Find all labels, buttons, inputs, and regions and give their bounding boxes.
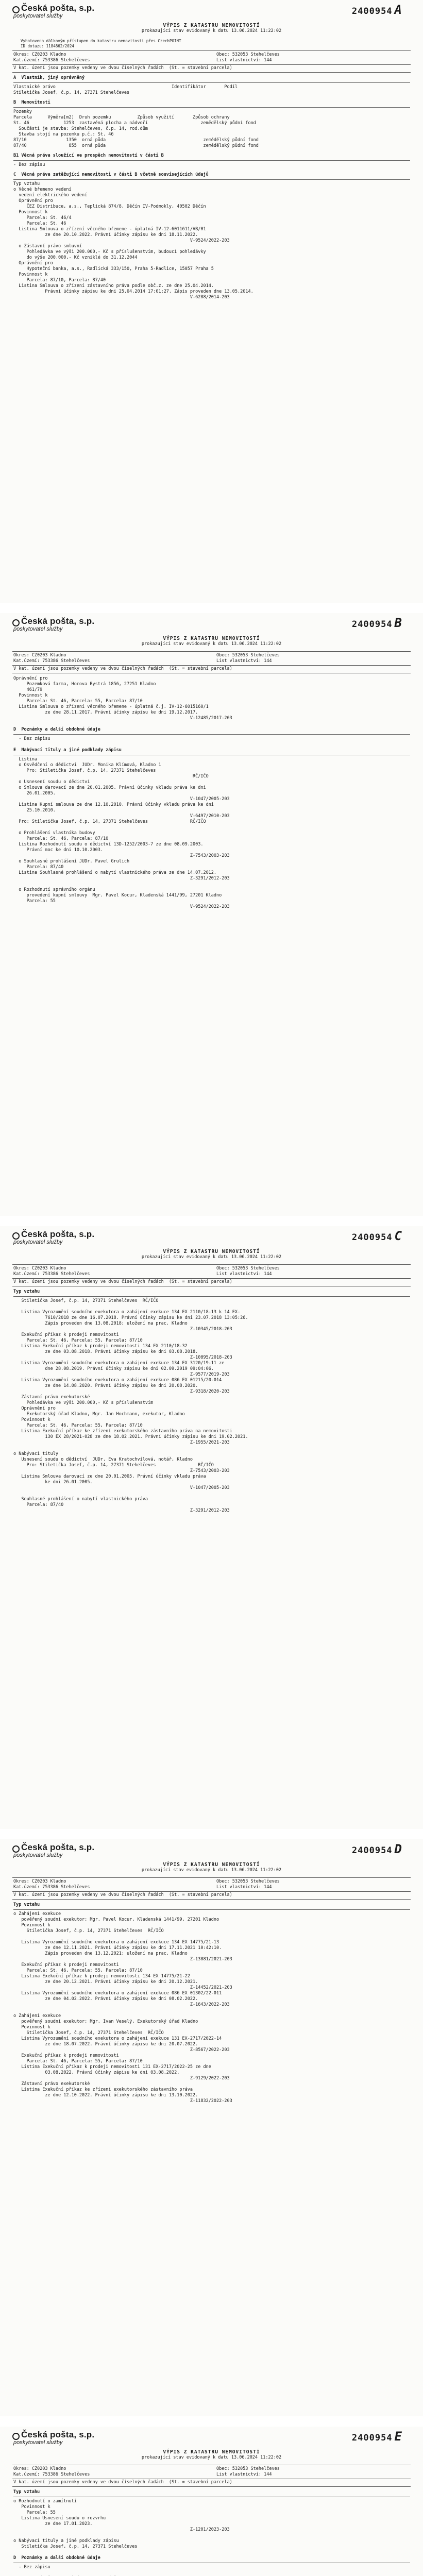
text-line: o Zahájení exekuce — [13, 2013, 61, 2019]
text-line: Parcela: 87/40 — [13, 865, 64, 870]
text-line: V-1047/2005-203 — [13, 796, 230, 802]
text-line: Stiletička Josef, č.p. 14, 27371 Stehelčeves RČ/IČO — [13, 1928, 164, 1934]
text-line: Zástavní právo exekutorské — [13, 2081, 90, 2087]
text-line: Listina Vyrozumění soudního exekutora o zahájení exekuce 086 EX 01215/20-014 — [13, 1378, 222, 1383]
text-line — [13, 742, 410, 748]
ceska-posta-logo: Česká pošta, s.p. poskytovatel služby — [13, 2430, 95, 2446]
text-line — [13, 2533, 410, 2538]
text-line: 87/40 855 orná půda zemědělský půdní fond — [13, 143, 259, 148]
text-line: Parcela Výměra[m2] Druh pozemku Způsob využití Způsob ochrany — [13, 115, 230, 120]
text-line: Parcela: St. 46, Parcela: 55, Parcela: 87/10 — [13, 1423, 143, 1428]
okres-label: Okres: CZ0203 Kladno — [13, 1266, 66, 1271]
ceska-posta-logo: Česká pošta, s.p. poskytovatel služby — [13, 1842, 95, 1858]
text-line: - Bez zápisu — [13, 162, 45, 167]
page-3-content — [13, 1289, 410, 1514]
posthorn-icon — [12, 1232, 20, 1240]
okres-label: Okres: CZ0203 Kladno — [13, 52, 66, 57]
document-title: VÝPIS Z KATASTRU NEMOVITOSTÍ prokazující stav evidovaný k datu 13.06.2024 11:22:02 — [141, 1249, 282, 1260]
text-line: Pro: Stiletička Josef, č.p. 14, 27371 Stehelčeves RČ/IČO — [13, 1463, 214, 1468]
document-page-3 — [0, 1226, 423, 1829]
divider — [13, 107, 410, 108]
lv-label: List vlastnictví: 144 — [216, 1885, 272, 1890]
text-line: 87/10 1350 orná půda zemědělský půdní fond — [13, 138, 259, 143]
text-line: V-6288/2014-203 — [13, 295, 230, 300]
section-heading: B Nemovitosti — [13, 100, 50, 105]
header-note: Vyhotoveno dálkovým přístupem do katastru nemovitostí přes CzechPOINT — [21, 39, 181, 43]
numbering-note: V kat. území jsou pozemky vedeny ve dvou číselných řadách (St. = stavební parcela) — [13, 65, 232, 71]
text-line: Oprávnění pro — [13, 1406, 56, 1411]
text-line: Listina Exekuční příkaz ke zřízení exekutorského zástavního práva — [13, 2087, 193, 2092]
text-line: o Zahájení exekuce — [13, 1911, 61, 1917]
document-title: VÝPIS Z KATASTRU NEMOVITOSTÍ prokazující stav evidovaný k datu 13.06.2024 11:22:02 — [141, 1862, 282, 1873]
ceska-posta-logo: Česká pošta, s.p. poskytovatel služby — [13, 1229, 95, 1245]
text-line: Povinnost k — [13, 1923, 50, 1928]
text-line: Parcela: St. 46, Parcela: 55, Parcela: 87/10 — [13, 1968, 143, 1973]
verification-number: 2400954 B — [351, 616, 402, 630]
text-line: Povinnost k — [13, 210, 48, 215]
divider — [13, 1296, 410, 1297]
ku-label: Kat.území: 753386 Stehelčeves — [13, 58, 90, 63]
text-line: Z-7543/2003-203 — [13, 853, 230, 858]
page-5-content — [13, 2489, 410, 2576]
posthorn-icon — [12, 1845, 20, 1853]
document-page-4 — [0, 1839, 423, 2416]
text-line — [13, 2008, 410, 2013]
text-line: Usnesení soudu o dědictví JUDr. Eva Kratochvílová, notář, Kladno — [13, 1457, 193, 1462]
text-line: Stiletička Josef, č.p. 14, 27371 Stehelčeves — [13, 2544, 138, 2549]
text-line: Listina Usnesení soudu o rozvrhu — [13, 2516, 106, 2521]
text-line: o Zástavní právo smluvní — [13, 244, 82, 249]
text-line: Zástavní právo exekutorské — [13, 1395, 90, 1400]
text-line: RČ/IČO — [13, 774, 209, 779]
text-line: Povinnost k — [13, 2504, 50, 2510]
text-line: Parcela: St. 46, Parcela: 55, Parcela: 87/10 — [13, 2059, 143, 2064]
text-line: 25.10.2010. — [13, 808, 56, 813]
divider — [13, 734, 410, 735]
text-line: ze dne 14.08.2020. Právní účinky zápisu ke dni 20.08.2020. — [13, 1383, 198, 1388]
text-line — [13, 1446, 410, 1451]
document-page-1 — [0, 0, 423, 603]
text-line: o Souhlasné prohlášení JUDr. Pavel Grulich — [13, 859, 130, 864]
text-line — [13, 1934, 410, 1940]
text-line: Listina Kupní smlouva ze dne 12.10.2010. Právní účinky vkladu práva ke dni — [13, 802, 214, 807]
text-line: V-9524/2022-203 — [13, 904, 230, 909]
text-line: Vlastnické právo Identifikátor Podíl — [13, 84, 238, 90]
text-line: vedení elektrického vedení — [13, 193, 88, 198]
divider — [13, 179, 410, 180]
text-line: Listina Vyrozumění soudního exekutora o zahájení exekuce 131 EX-2717/2022-14 — [13, 2036, 222, 2041]
text-line: o Prohlášení vlastníka budovy — [13, 831, 95, 836]
verification-number: 2400954 A — [351, 3, 402, 17]
divider — [13, 160, 410, 161]
text-line: Právní účinky zápisu ke dni 25.04.2014 17:01:27. Zápis proveden dne 13.05.2014. — [13, 289, 253, 294]
text-line: ze dne 12.11.2021. Právní účinky zápisu ke dni 17.11.2021 10:42:10. — [13, 1945, 222, 1951]
text-line: do výše 200.000,- Kč vzniklé do 31.12.2044 — [13, 255, 138, 260]
verification-number: 2400954 E — [351, 2429, 402, 2444]
text-line: Z-1643/2022-203 — [13, 2002, 230, 2007]
text-line: Listina Vyrozumění soudního exekutora o zahájení exekuce 086 EX 01302/22-011 — [13, 1991, 222, 1996]
numbering-note: V kat. území jsou pozemky vedeny ve dvou číselných řadách (St. = stavební parcela) — [13, 666, 232, 671]
text-line: Z-9129/2022-203 — [13, 2076, 230, 2081]
ceska-posta-logo: Česká pošta, s.p. poskytovatel služby — [13, 616, 95, 632]
text-line: ČEZ Distribuce, a.s., Teplická 874/8, Děčín IV-Podmokly, 40502 Děčín — [13, 204, 206, 209]
text-line: Parcela: St. 46, Parcela: 87/10 — [13, 836, 109, 841]
text-line: Pozemky — [13, 109, 32, 114]
text-line: Listina — [13, 757, 38, 762]
text-line — [13, 1304, 410, 1310]
text-line: Parcela: 55 — [13, 899, 56, 904]
section-heading: B1 Věcná práva sloužící ve prospěch nemovitostí v části B — [13, 153, 164, 158]
obec-label: Obec: 532053 Stehelčeves — [216, 52, 280, 57]
text-line: Z-3291/2012-203 — [13, 876, 230, 881]
text-line: ze dne 03.08.2018. Právní účinky zápisu ke dni 03.08.2018. — [13, 1349, 198, 1354]
text-line: Parcela: St. 46 — [13, 221, 66, 226]
text-line: Exekuční příkaz k prodeji nemovitosti — [13, 1332, 119, 1337]
text-line: Listina Smlouva o zřízení zástavního práva podle obč.z. ze dne 25.04.2014. — [13, 283, 214, 289]
text-line — [13, 2570, 410, 2576]
okres-label: Okres: CZ0203 Kladno — [13, 2466, 66, 2471]
text-line: Exekuční příkaz k prodeji nemovitosti — [13, 1962, 119, 1968]
text-line: 26.01.2005. — [13, 791, 56, 796]
lv-label: List vlastnictví: 144 — [216, 1272, 272, 1277]
page-2-content — [13, 676, 410, 910]
text-line: Listina Smlouva darovací ze dne 20.01.2005. Právní účinky vkladu práva — [13, 1474, 206, 1479]
text-line: Z-3291/2012-203 — [13, 1508, 230, 1513]
text-line: 03.08.2022. Právní účinky zápisu ke dni 03.08.2022. — [13, 2070, 180, 2075]
text-line: Povinnost k — [13, 693, 48, 698]
numbering-note: V kat. území jsou pozemky vedeny ve dvou číselných řadách (St. = stavební parcela) — [13, 2480, 232, 2485]
text-line: ke dni 26.01.2005. — [13, 1480, 93, 1485]
text-line: Stiletička Josef, č.p. 14, 27371 Stehelčeves — [13, 90, 130, 95]
text-line: Stavba stojí na pozemku p.č.: St. 46 — [13, 132, 114, 137]
obec-label: Obec: 532053 Stehelčeves — [216, 653, 280, 658]
text-line: Listina Exekuční příkaz k prodeji nemovitosti 131 EX-2717/2022-25 ze dne — [13, 2064, 211, 2070]
section-heading: E Nabývací tituly a jiné podklady zápisu — [13, 748, 122, 753]
text-line: Zápis proveden dne 13.08.2018; uložení na prac. Kladno — [13, 1321, 188, 1326]
divider — [13, 1909, 410, 1910]
text-line: Oprávnění pro — [13, 198, 53, 204]
text-line: Hypoteční banka, a.s., Radlická 333/150, Praha 5-Radlice, 15057 Praha 5 — [13, 266, 214, 272]
text-line: Právní moc ke dni 10.10.2003. — [13, 848, 103, 853]
text-line: Listina Exekuční příkaz ke zřízení exekutorského zástavního práva na nemovitosti — [13, 1429, 232, 1434]
text-line: Stiletička Josef, č.p. 14, 27371 Stehelčeves RČ/IČO — [13, 2030, 164, 2036]
text-line: provedení kupní smlouvy Mgr. Pavel Kocur, Kladenská 1441/99, 27201 Kladno — [13, 893, 222, 898]
text-line — [13, 882, 410, 887]
text-line: Oprávnění pro — [13, 676, 48, 681]
text-line: Stiletička Josef, č.p. 14, 27371 Stehelčeves RČ/IČO — [13, 1298, 159, 1303]
text-line: Typ vztahu — [13, 181, 40, 187]
text-line: Z-11832/2022-203 — [13, 2098, 232, 2104]
text-line — [13, 721, 410, 727]
page-1-content — [13, 75, 410, 304]
section-heading: A Vlastník, jiný oprávněný — [13, 75, 85, 80]
numbering-note: V kat. území jsou pozemky vedeny ve dvou číselných řadách (St. = stavební parcela) — [13, 1279, 232, 1284]
obec-label: Obec: 532053 Stehelčeves — [216, 1879, 280, 1884]
text-line: o Usnesení soudu o dědictví — [13, 779, 90, 785]
text-line: o Nabývací tituly a jiné podklady zápisu — [13, 2538, 119, 2544]
text-line: Z-7543/2003-203 — [13, 1468, 230, 1473]
document-title: VÝPIS Z KATASTRU NEMOVITOSTÍ prokazující stav evidovaný k datu 13.06.2024 11:22:02 — [141, 636, 282, 647]
posthorn-icon — [12, 6, 20, 13]
text-line: Z-9577/2019-203 — [13, 1372, 230, 1377]
document-title: VÝPIS Z KATASTRU NEMOVITOSTÍ prokazující stav evidovaný k datu 13.06.2024 11:22:02 — [141, 2449, 282, 2460]
text-line: Listina Rozhodnutí soudu o dědictví 13D-1252/2003-7 ze dne 08.09.2003. — [13, 842, 204, 847]
query-id: ID dotazu: 1184862/2024 — [21, 44, 74, 48]
document-page-2 — [0, 613, 423, 1216]
page-4-content — [13, 1902, 410, 2104]
text-line: o Rozhodnutí správního orgánu — [13, 887, 95, 892]
lv-label: List vlastnictví: 144 — [216, 2472, 272, 2477]
section-heading: C Věcná práva zatěžující nemovitosti v části B včetně souvisejících údajů — [13, 172, 209, 177]
text-line: dne 28.08.2019. Právní účinky zápisu ke dni 02.09.2019 09:04:06. — [13, 1366, 214, 1371]
text-line: Pohledávka ve výši 200.000,- Kč s příslušenstvím — [13, 1400, 154, 1405]
text-line: V-12485/2017-203 — [13, 716, 232, 721]
text-line: ze dne 18.07.2022. Právní účinky zápisu ke dni 20.07.2022. — [13, 2042, 198, 2047]
text-line: ze dne 12.10.2022. Právní účinky zápisu ke dni 13.10.2022. — [13, 2093, 198, 2098]
lv-label: List vlastnictví: 144 — [216, 58, 272, 63]
text-line: Povinnost k — [13, 2025, 50, 2030]
text-line: Listina Vyrozumění soudního exekutora o zahájení exekuce 134 EX 3120/19-11 ze — [13, 1361, 225, 1366]
verification-number: 2400954 D — [351, 1842, 402, 1856]
text-line: o Rozhodnutí o zamítnutí — [13, 2499, 77, 2504]
text-line: Součástí je stavba: Stehelčeves, č.p. 14, rod.dům — [13, 126, 148, 131]
text-line: Listina Vyrozumění soudního exekutora o zahájení exekuce 134 EX 14775/21-13 — [13, 1940, 219, 1945]
text-line: ze dne 04.02.2022. Právní účinky zápisu ke dni 08.02.2022. — [13, 1996, 198, 2002]
text-line: o Věcné břemeno vedení — [13, 187, 72, 192]
text-line: o Nabývací tituly — [13, 1451, 58, 1456]
section-heading: Typ vztahu — [13, 2489, 40, 2495]
text-line: ze dne 20.10.2022. Právní účinky zápisu ke dni 18.11.2022. — [13, 232, 198, 238]
ku-label: Kat.území: 753386 Stehelčeves — [13, 2472, 90, 2477]
text-line: V-6497/2010-203 — [13, 814, 230, 819]
obec-label: Obec: 532053 Stehelčeves — [216, 2466, 280, 2471]
text-line: Pohledávka ve výši 200.000,- Kč s příslušenstvím, budoucí pohledávky — [13, 249, 206, 255]
text-line: Listina Exekuční příkaz k prodeji nemovitosti 134 EX 2110/18-32 — [13, 1344, 188, 1349]
okres-label: Okres: CZ0203 Kladno — [13, 1879, 66, 1884]
ku-label: Kat.území: 753386 Stehelčeves — [13, 1885, 90, 1890]
text-line: pověřený soudní exekutor: Mgr. Pavel Kocur, Kladenská 1441/99, 27201 Kladno — [13, 1917, 219, 1922]
text-line: V-1047/2005-203 — [13, 1485, 230, 1490]
text-line: ze dne 28.11.2017. Právní účinky zápisu ke dni 19.12.2017. — [13, 710, 198, 715]
text-line: 7610/2018 ze dne 16.07.2018. Právní účinky zápisu ke dni 23.07.2018 13:05:26. — [13, 1315, 248, 1320]
text-line: Listina Vyrozumění soudního exekutora o zahájení exekuce 134 EX 2110/18-13 k 14 EX- — [13, 1310, 241, 1315]
text-line: Parcela: St. 46, Parcela: 55, Parcela: 87/10 — [13, 699, 143, 704]
text-line: Z-8567/2022-203 — [13, 2047, 230, 2053]
text-line: pověřený soudní exekutor: Mgr. Ivan Veselý, Exekutorský úřad Kladno — [13, 2019, 198, 2024]
text-line: Pozemková farma, Horova Bystrá 1856, 27251 Kladno — [13, 682, 156, 687]
text-line: Listina Smlouva o zřízení věcného břemene - úplatná č.j. IV-12-6015160/1 — [13, 704, 209, 709]
text-line: Povinnost k — [13, 272, 48, 277]
ceska-posta-logo: Česká pošta, s.p. poskytovatel služby — [13, 3, 95, 19]
section-heading: Typ vztahu — [13, 1902, 40, 1907]
text-line: Exekuční příkaz k prodeji nemovitosti — [13, 2053, 119, 2058]
okres-label: Okres: CZ0203 Kladno — [13, 653, 66, 658]
document-page-5 — [0, 2427, 423, 2576]
text-line: Z-9318/2020-203 — [13, 1389, 230, 1394]
text-line: Z-1955/2021-203 — [13, 1440, 230, 1445]
text-line — [13, 1491, 410, 1497]
obec-label: Obec: 532053 Stehelčeves — [216, 1266, 280, 1271]
text-line: Listina Exekuční příkaz k prodeji nemovitosti 134 EX 14775/21-22 — [13, 1974, 190, 1979]
text-line: Souhlasné prohlášení o nabytí vlastnického práva — [13, 1497, 148, 1502]
ku-label: Kat.území: 753386 Stehelčeves — [13, 1272, 90, 1277]
text-line: Povinnost k — [13, 1417, 50, 1422]
text-line: St. 46 1253 zastavěná plocha a nádvoří zemědělský půdní fond — [13, 121, 256, 126]
numbering-note: V kat. území jsou pozemky vedeny ve dvou číselných řadách (St. = stavební parcela) — [13, 1892, 232, 1897]
section-heading: D Poznámky a další obdobné údaje — [13, 727, 100, 732]
text-line: ze dne 20.12.2021. Právní účinky zápisu ke dni 20.12.2021. — [13, 1979, 198, 1985]
text-line: 461/79 — [13, 687, 43, 692]
text-line: Oprávnění pro — [13, 261, 53, 266]
text-line: Z-1201/2023-203 — [13, 2527, 230, 2532]
section-heading: Typ vztahu — [13, 1289, 40, 1294]
text-line: Zápis proveden dne 13.12.2021; uložení na prac. Kladno — [13, 1951, 188, 1956]
text-line: Pro: Stiletička Josef, č.p. 14, 27371 Stehelčeves RČ/IČO — [13, 819, 206, 824]
text-line — [13, 825, 410, 831]
divider — [13, 82, 410, 83]
text-line: Z-10345/2018-203 — [13, 1327, 232, 1332]
text-line: Parcela: St. 46/4 — [13, 215, 72, 221]
text-line: Z-13881/2021-203 — [13, 1957, 232, 1962]
text-line — [13, 2550, 410, 2555]
text-line: o Smlouva darovací ze dne 20.01.2005. Právní účinky vkladu práva ke dni — [13, 785, 206, 790]
lv-label: List vlastnictví: 144 — [216, 658, 272, 664]
text-line: - Bez zápisu — [13, 736, 50, 741]
verification-number: 2400954 C — [351, 1229, 402, 1243]
posthorn-icon — [12, 619, 20, 626]
text-line: Parcela: 55 — [13, 2510, 56, 2515]
text-line: Parcela: St. 46, Parcela: 55, Parcela: 87/10 — [13, 1338, 143, 1343]
text-line: 130 EX 28/2021-028 ze dne 18.02.2021. Právní účinky zápisu ke dni 19.02.2021. — [13, 1434, 248, 1439]
text-line: Z-10895/2018-203 — [13, 1355, 232, 1360]
section-heading: D Poznámky a další obdobné údaje — [13, 2555, 100, 2561]
text-line: V-9524/2022-203 — [13, 238, 230, 243]
posthorn-icon — [12, 2433, 20, 2440]
text-line: - Bez zápisu — [13, 2565, 50, 2570]
text-line: Z-14452/2021-203 — [13, 1985, 232, 1990]
text-line: ze dne 17.01.2023. — [13, 2521, 93, 2527]
text-line: Pro: Stiletička Josef, č.p. 14, 27371 Stehelčeves — [13, 768, 156, 773]
text-line: o Osvědčení o dědictví JUDr. Monika Klímová, Kladno 1 — [13, 762, 161, 768]
document-title: VÝPIS Z KATASTRU NEMOVITOSTÍ prokazující stav evidovaný k datu 13.06.2024 11:22:02 — [141, 23, 282, 33]
text-line: Listina Smlouva o zřízení věcného břemene - úplatná IV-12-6011611/VB/01 — [13, 227, 206, 232]
ku-label: Kat.území: 753386 Stehelčeves — [13, 658, 90, 664]
text-line: Parcela: 87/40 — [13, 1502, 64, 1507]
text-line: Exekutorský úřad Kladno, Mgr. Jan Hochmann, exekutor, Kladno — [13, 1412, 185, 1417]
text-line: Listina Souhlasné prohlášení o nabytí vlastnického práva ze dne 14.07.2012. — [13, 870, 217, 875]
text-line: Parcela: 87/10, Parcela: 87/40 — [13, 278, 106, 283]
